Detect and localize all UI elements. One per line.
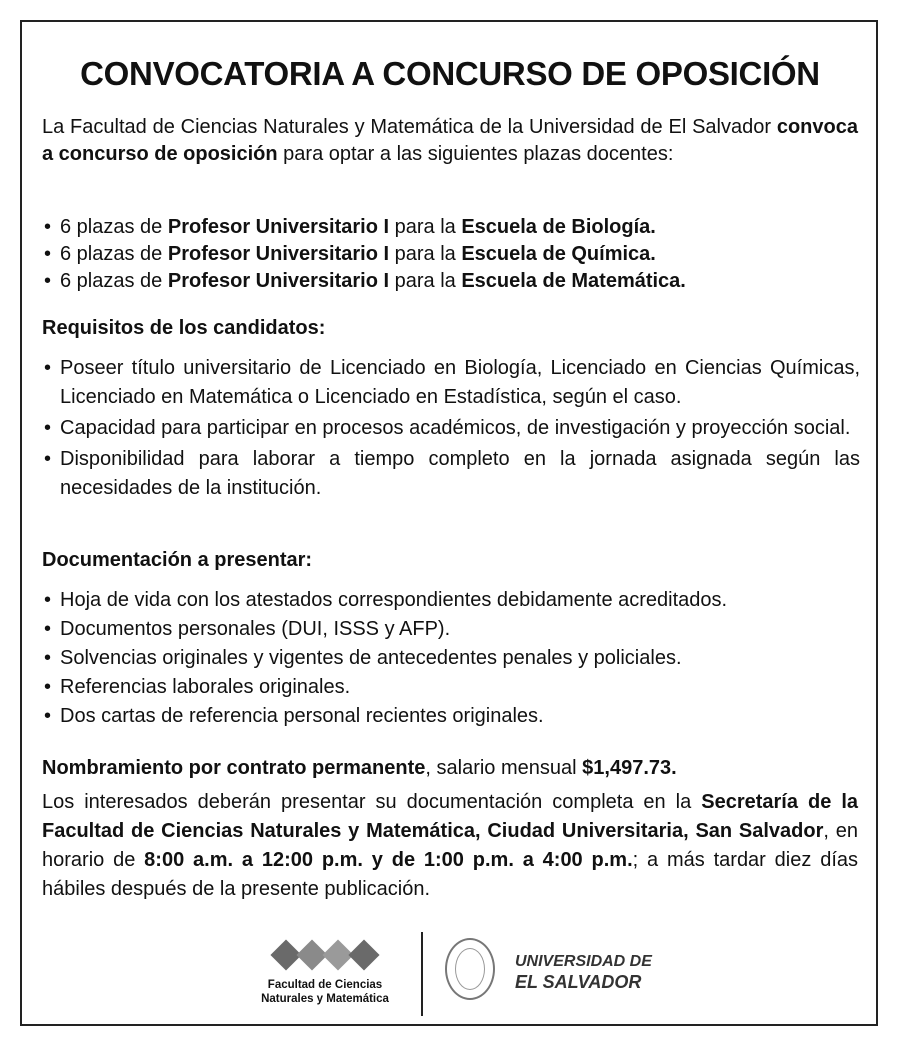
facultad-logo bbox=[250, 940, 400, 1006]
documentacion-heading: Documentación a presentar: bbox=[42, 549, 313, 571]
salary-line: Nombramiento por contrato permanente, salario mensual $1,497.73. bbox=[42, 757, 677, 779]
facultad-emblem-icon bbox=[250, 940, 400, 970]
list-item: • Capacidad para participar en procesos académicos, de investigación y proyección social. bbox=[44, 414, 860, 443]
list-item: • 6 plazas de Profesor Universitario I para la Escuela de Química. bbox=[44, 241, 860, 268]
university-name-line: EL SALVADOR bbox=[515, 972, 642, 992]
intro-bold: convoca a concurso de oposición bbox=[42, 116, 858, 165]
requisitos-list bbox=[44, 354, 860, 503]
intro-text: para optar a las siguientes plazas docentes: bbox=[277, 143, 674, 165]
plazas-list bbox=[44, 214, 860, 295]
title-text: CONVOCATORIA A CONCURSO DE OPOSICIÓN bbox=[80, 55, 820, 92]
requisitos-heading: Requisitos de los candidatos: bbox=[42, 317, 326, 339]
list-item: • Referencias laborales originales. bbox=[44, 673, 860, 702]
logos-footer bbox=[240, 930, 660, 1020]
facultad-name-line: Facultad de Ciencias bbox=[267, 979, 383, 991]
closing-paragraph: Los interesados deberán presentar su documentación completa en la Secretaría de la Facultad de Ciencias Naturales y Matemática, Ciudad Universitaria, San Salvador, en horario de 8:00 a.m. a 12:00 p.m. y de 1:00 p.m. a 4:00 p.m.; a más tardar diez días hábiles después de la presente publicación. bbox=[42, 791, 859, 900]
documentacion-list bbox=[44, 586, 860, 731]
facultad-name-line: Naturales y Matemática bbox=[261, 993, 389, 1005]
list-item: • Poseer título universitario de Licenciado en Biología, Licenciado en Ciencias Químicas, Licenciado en Matemática o Licenciado en Estadística, según el caso. bbox=[44, 354, 860, 412]
logo-divider bbox=[421, 932, 423, 1016]
list-item: • Documentos personales (DUI, ISSS y AFP). bbox=[44, 615, 860, 644]
intro-text: La Facultad de Ciencias Naturales y Matemática de la Universidad de El Salvador bbox=[42, 116, 777, 138]
list-item: • 6 plazas de Profesor Universitario I para la Escuela de Matemática. bbox=[44, 268, 860, 295]
university-name-line: UNIVERSIDAD DE bbox=[515, 953, 652, 970]
page-title bbox=[42, 44, 858, 104]
university-seal-icon bbox=[445, 938, 495, 1000]
list-item: • Solvencias originales y vigentes de antecedentes penales y policiales. bbox=[44, 644, 860, 673]
intro-paragraph bbox=[42, 114, 858, 168]
list-item: • 6 plazas de Profesor Universitario I para la Escuela de Biología. bbox=[44, 214, 860, 241]
list-item: • Hoja de vida con los atestados correspondientes debidamente acreditados. bbox=[44, 586, 860, 615]
list-item: • Dos cartas de referencia personal recientes originales. bbox=[44, 702, 860, 731]
university-logo-text bbox=[515, 952, 652, 992]
list-item: • Disponibilidad para laborar a tiempo completo en la jornada asignada según las necesidades de la institución. bbox=[44, 445, 860, 503]
